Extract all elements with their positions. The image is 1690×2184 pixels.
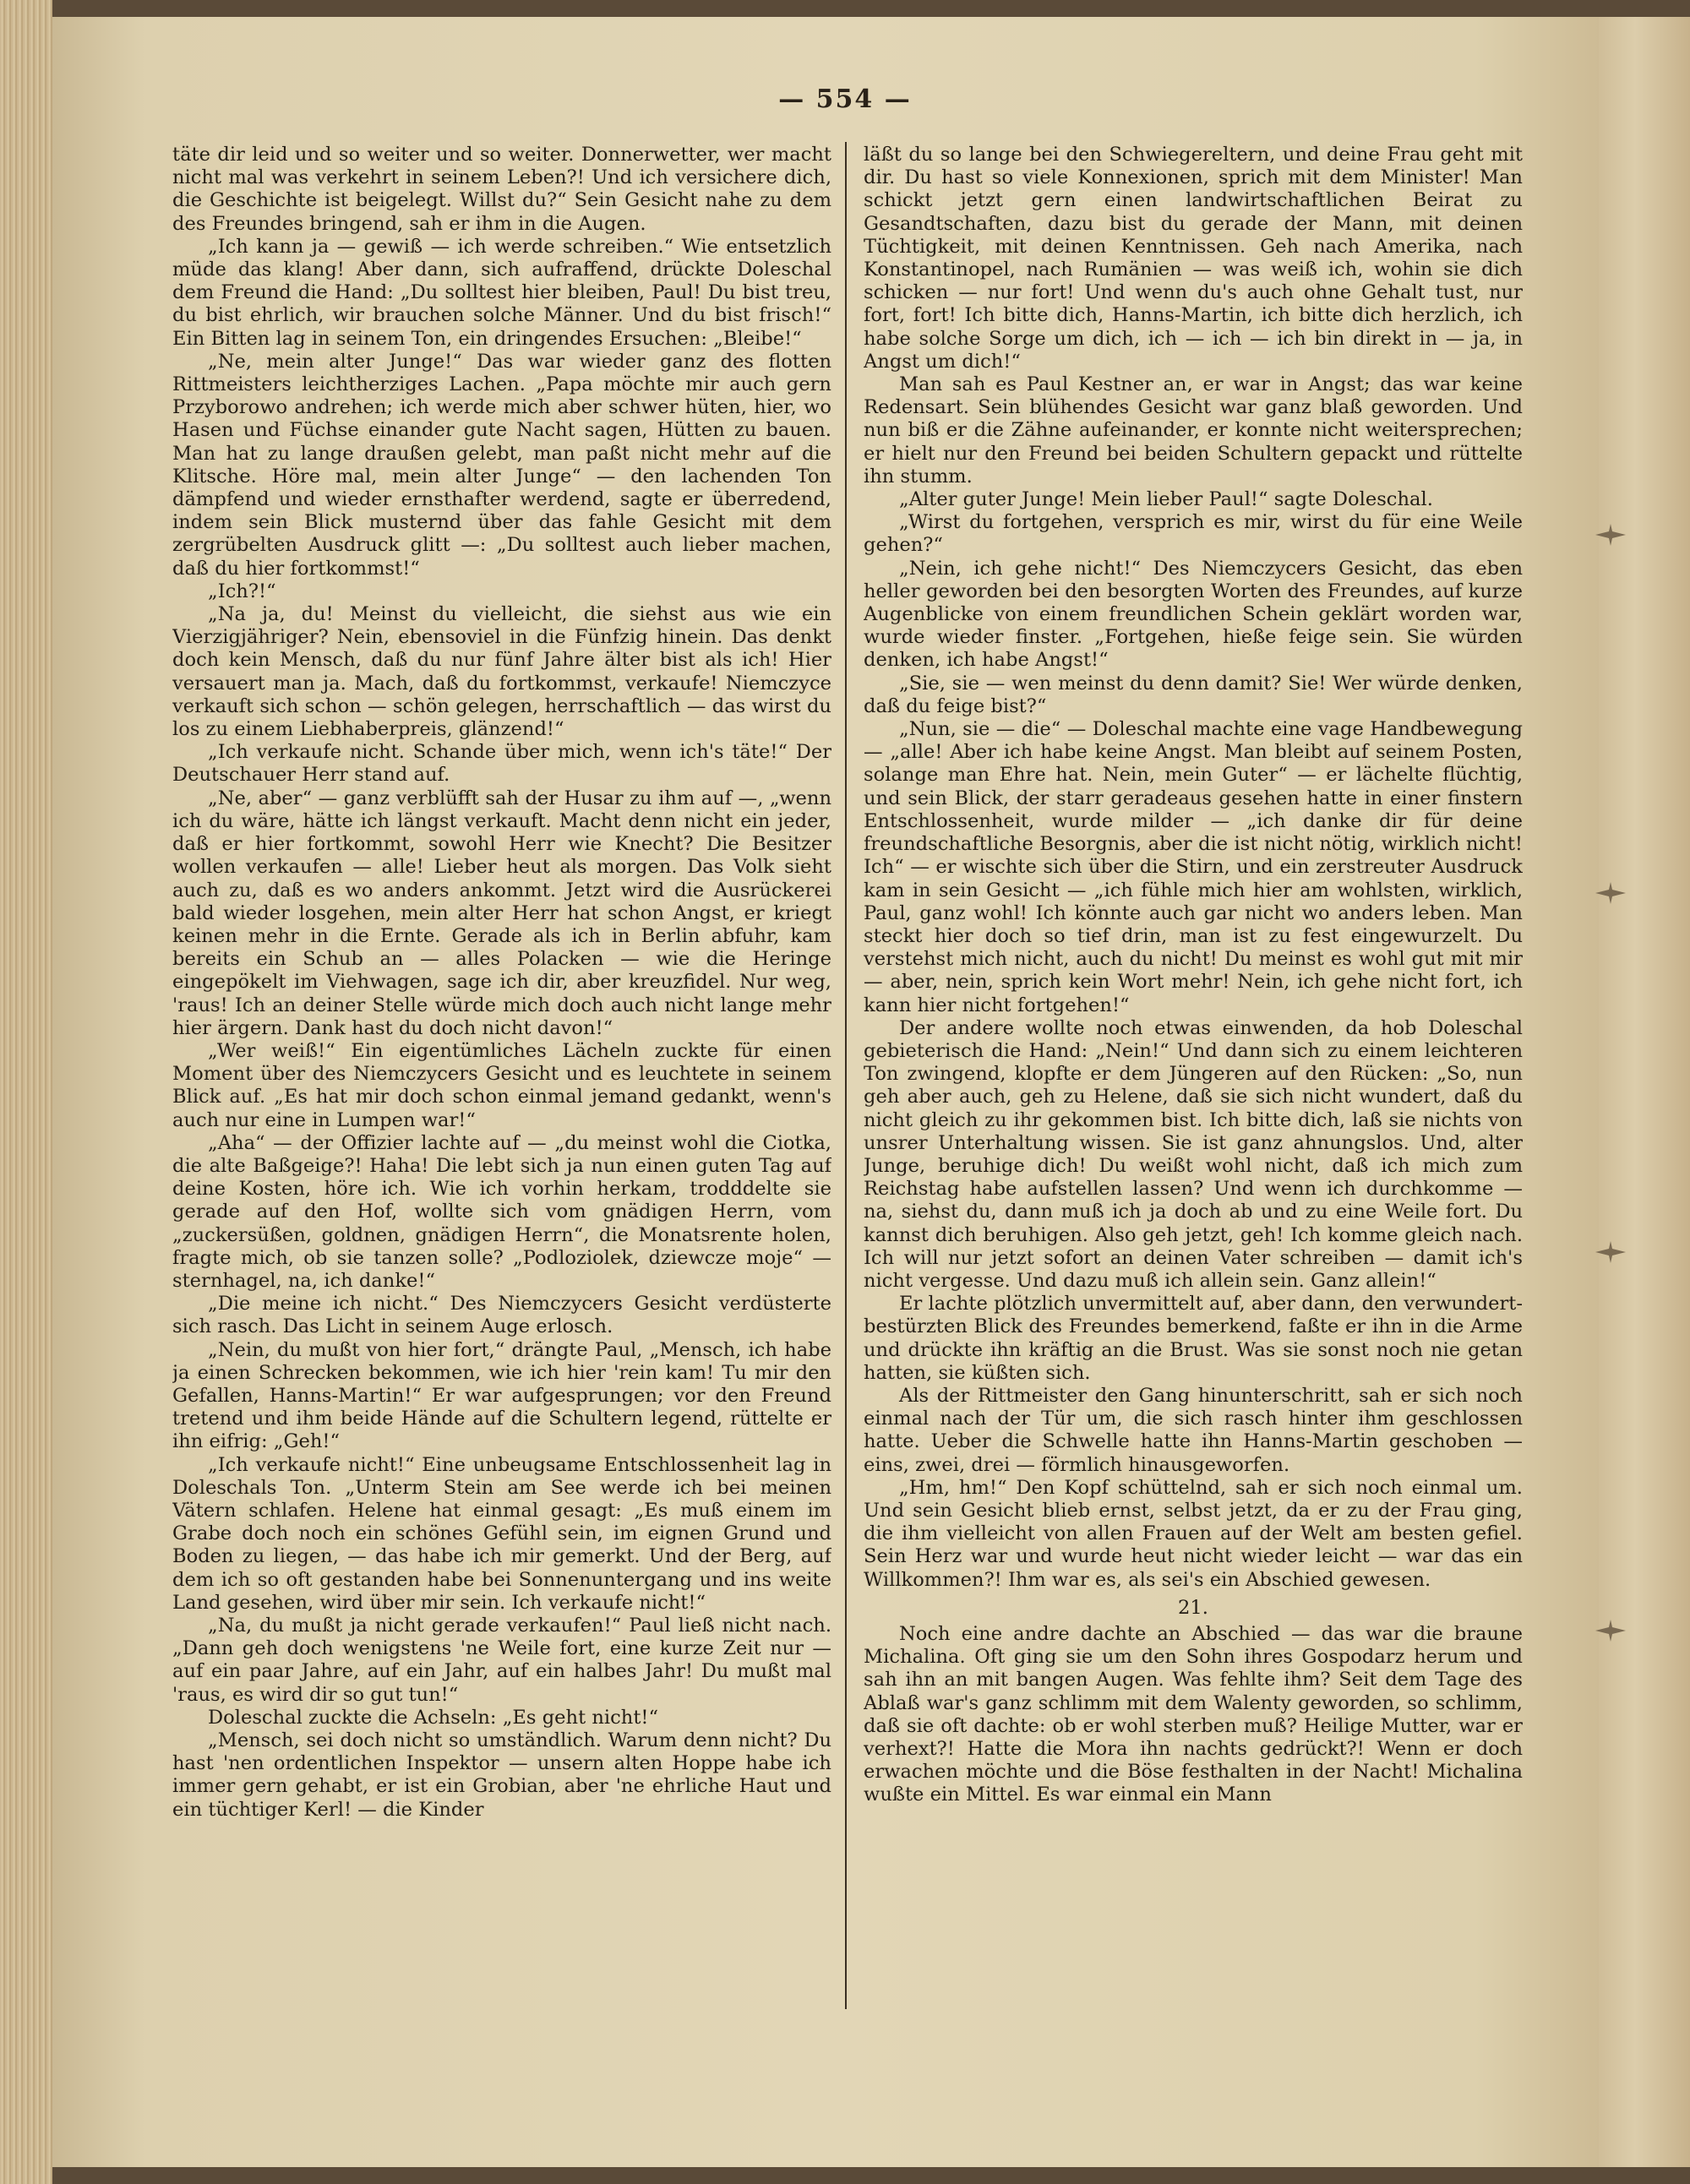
paragraph: „Wer weiß!“ Ein eigentümliches Lächeln zuckte für einen Moment über des Niemczycers Gesicht und es leuchtete in seinem Blick auf. „Es hat mir doch schon einmal jemand gedankt, wenn's auch nur eine in Lumpen war!“ <box>172 1039 831 1131</box>
column-divider <box>845 142 847 2009</box>
paragraph: „Nun, sie — die“ — Doleschal machte eine vage Handbewegung — „alle! Aber ich habe keine Angst. Man bleibt auf seinem Posten, solange man Ehre hat. Nein, mein Guter“ — er lächelte flüchtig, und sein Blick, der starr geradeaus gesehen hatte in einer finstern Entschlossenheit, wurde milder — „ich danke dir für deine freundschaftliche Besorgnis, aber die ist nicht nötig, wirklich nicht! Ich“ — er wischte sich über die Stirn, und ein zerstreuter Ausdruck kam in sein Gesicht — „ich fühle mich hier am wohlsten, wirklich, Paul, ganz wohl! Ich könnte auch gar nicht wo anders leben. Man steckt hier doch so tief drin, man ist zu fest eingewurzelt. Du verstehst mich nicht, auch du nicht! Du meinst es wohl gut mit mir — aber, nein, sprich kein Wort mehr! Nein, ich gehe nicht fort, ich kann hier nicht fortgehen!“ <box>864 718 1523 1016</box>
chapter-number: 21. <box>1178 1596 1208 1619</box>
paragraph: Er lachte plötzlich unvermittelt auf, aber dann, den verwundert-bestürzten Blick des Freundes bemerkend, faßte er ihn in die Arme und drückte ihn kräftig an die Brust. Was sie sonst noch nie getan hatten, sie küßten sich. <box>864 1293 1523 1384</box>
paragraph: „Nein, du mußt von hier fort,“ drängte Paul, „Mensch, ich habe ja einen Schrecken bekommen, wie ich hier 'rein kam! Tu mir den Gefallen, Hanns-Martin!“ Er war aufgesprungen; vor den Freund tretend und ihm beide Hände auf die Schultern legend, rüttelte er ihn eifrig: „Geh!“ <box>172 1338 831 1453</box>
right-text-column <box>864 144 1523 2011</box>
book-right-edge <box>1599 17 1690 2167</box>
paragraph: „Na, du mußt ja nicht gerade verkaufen!“ Paul ließ nicht nach. „Dann geh doch wenigstens 'ne Weile fort, eine kurze Zeit nur — auf ein paar Jahre, auf ein Jahr, auf ein halbes Jahr! Du mußt mal 'raus, es wird dir so gut tun!“ <box>172 1615 831 1706</box>
paragraph: Als der Rittmeister den Gang hinunterschritt, sah er sich noch einmal nach der Tür um, die sich rasch hinter ihm geschlossen hatte. Ueber die Schwelle hatte ihn Hanns-Martin geschoben — eins, zwei, drei — förmlich hinausgeworfen. <box>864 1384 1523 1476</box>
paragraph: täte dir leid und so weiter und so weiter. Donnerwetter, wer macht nicht mal was verkehrt in seinem Leben?! Und ich versichere dich, die Geschichte ist beigelegt. Willst du?“ Sein Gesicht nahe zu dem des Freundes bringend, sah er ihm in die Augen. <box>172 144 831 235</box>
book-page-stack-edge <box>0 0 52 2184</box>
paragraph: Noch eine andre dachte an Abschied — das war die braune Michalina. Oft ging sie um den Sohn ihres Gospodarz herum und sah ihn an mit bangen Augen. Was fehlte ihm? Seit dem Tage des Ablaß war's ganz schlimm mit dem Walenty geworden, so schlimm, daß sie oft dachte: ob er wohl sterben muß? Heilige Mutter, war er verhext?! Hatte die Mora ihn nachts gedrückt?! Wenn er doch erwachen möchte und die Böse festhalten in der Nacht! Michalina wußte ein Mittel. Es war einmal ein Mann <box>864 1623 1523 1806</box>
paragraph: „Mensch, sei doch nicht so umständlich. Warum denn nicht? Du hast 'nen ordentlichen Inspektor — unsern alten Hoppe habe ich immer gern gehabt, er ist ein Grobian, aber 'ne ehrliche Haut und ein tüchtiger Kerl! — die Kinder <box>172 1729 831 1821</box>
paragraph: „Ich verkaufe nicht!“ Eine unbeugsame Entschlossenheit lag in Doleschals Ton. „Unterm Stein am See werde ich bei meinen Vätern schlafen. Helene hat einmal gesagt: „Es muß einem im Grabe doch noch ein schönes Gefühl sein, im eignen Grund und Boden zu liegen, — das habe ich mir gemerkt. Und der Berg, auf dem ich so oft gestanden habe bei Sonnenuntergang und ins weite Land gesehen, wird über mir sein. Ich verkaufe nicht!“ <box>172 1453 831 1614</box>
paragraph: „Ich kann ja — gewiß — ich werde schreiben.“ Wie entsetzlich müde das klang! Aber dann, sich aufraffend, drückte Doleschal dem Freund die Hand: „Du solltest hier bleiben, Paul! Du bist treu, du bist ehrlich, wir brauchen solche Männer. Und du bist frisch!“ Ein Bitten lag in seinem Ton, ein dringendes Ersuchen: „Bleibe!“ <box>172 235 831 350</box>
page-number: — 554 — <box>778 84 912 114</box>
paragraph: „Hm, hm!“ Den Kopf schüttelnd, sah er sich noch einmal um. Und sein Gesicht blieb ernst, selbst jetzt, da er zu der Frau ging, die ihm vielleicht von allen Frauen auf der Welt am besten gefiel. Sein Herz war und wurde heut nicht wieder leicht — war das ein Willkommen?! Ihm war es, als sei's ein Abschied gewesen. <box>864 1476 1523 1591</box>
paragraph: läßt du so lange bei den Schwiegereltern, und deine Frau geht mit dir. Du hast so viele Konnexionen, sprich mit dem Minister! Man schickt jetzt gern einen landwirtschaftlichen Beirat zu Gesandtschaften, dazu bist du gerade der Mann, mit deinen Tüchtigkeit, mit deinen Kenntnissen. Geh nach Amerika, nach Konstantinopel, nach Rumänien — was weiß ich, wohin sie dich schicken — nur fort! Und wenn du's auch ohne Gehalt tust, nur fort, fort! Ich bitte dich, Hanns-Martin, ich bitte dich herzlich, ich habe solche Sorge um dich, ich — ich — ich bin direkt in — ja, in Angst um dich!“ <box>864 144 1523 373</box>
paragraph: „Ne, mein alter Junge!“ Das war wieder ganz des flotten Rittmeisters leichtherziges Lachen. „Papa möchte mir auch gern Przyborowo andrehen; ich werde mich aber schwer hüten, hier, wo Hasen und Füchse einander gute Nacht sagen, Hütten zu bauen. Man hat zu lange draußen gelebt, man paßt nicht mehr auf die Klitsche. Höre mal, mein alter Junge“ — den lachenden Ton dämpfend und wieder ernsthafter werdend, sagte er überredend, indem sein Blick musternd über das fahle Gesicht mit dem zergrübelten Ausdruck glitt —: „Du solltest auch lieber machen, daß du hier fortkommst!“ <box>172 350 831 580</box>
left-text-column <box>172 144 831 2011</box>
paragraph: Der andere wollte noch etwas einwenden, da hob Doleschal gebieterisch die Hand: „Nein!“ Und dann sich zu einem leichteren Ton zwingend, klopfte er dem Jüngeren auf den Rücken: „So, nun geh aber auch, geh zu Helene, daß sie sich nicht wundert, daß du nicht gleich zu ihr gekommen bist. Ich bitte dich, laß sie nichts von unsrer Unterhaltung wissen. Sie ist ganz ahnungslos. Und, alter Junge, beruhige dich! Du weißt wohl nicht, daß ich mich zum Reichstag habe aufstellen lassen? Und wenn ich durchkomme — na, siehst du, dann muß ich ja doch ab und zu eine Weile fort. Du kannst dich beruhigen. Also geh jetzt, geh! Ich komme gleich nach. Ich will nur jetzt sofort an deinen Vater schreiben — damit ich's nicht vergesse. Und dazu muß ich allein sein. Ganz allein!“ <box>864 1016 1523 1292</box>
paragraph: „Sie, sie — wen meinst du denn damit? Sie! Wer würde denken, daß du feige bist?“ <box>864 672 1523 717</box>
margin-clip-icon <box>1594 1618 1627 1643</box>
paragraph: „Die meine ich nicht.“ Des Niemczycers Gesicht verdüsterte sich rasch. Das Licht in seinem Auge erlosch. <box>172 1293 831 1338</box>
paragraph: „Ich?!“ <box>208 580 276 602</box>
paragraph: Man sah es Paul Kestner an, er war in Angst; das war keine Redensart. Sein blühendes Gesicht war ganz blaß geworden. Und nun biß er die Zähne aufeinander, er konnte nicht weitersprechen; er hielt nur den Freund bei beiden Schultern gepackt und rüttelte ihn stumm. <box>864 373 1523 487</box>
paragraph: „Nein, ich gehe nicht!“ Des Niemczycers Gesicht, das eben heller geworden bei den besorgten Worten des Freundes, auf kurze Augenblicke von einem freundlichen Schein geklärt worden war, wurde wieder finster. „Fortgehen, hieße feige sein. Sie würden denken, ich habe Angst!“ <box>864 557 1523 672</box>
paragraph: „Alter guter Junge! Mein lieber Paul!“ sagte Doleschal. <box>899 488 1433 511</box>
paragraph: Doleschal zuckte die Achseln: „Es geht nicht!“ <box>208 1706 659 1729</box>
paragraph: „Aha“ — der Offizier lachte auf — „du meinst wohl die Ciotka, die alte Baßgeige?! Haha! Die lebt sich ja nun einen guten Tag auf deine Kosten, höre ich. Wie ich vorhin herkam, trodddelte sie gerade auf den Hof, wollte sich vom gnädigen Herrn, vom „zuckersüßen, goldnen, gnädigen Herrn“, die Monatsrente holen, fragte mich, ob sie tanzen solle? „Podloziolek, dziewcze moje“ — sternhagel, na, ich danke!“ <box>172 1131 831 1292</box>
paragraph: „Na ja, du! Meinst du vielleicht, die siehst aus wie ein Vierzigjähriger? Nein, ebensoviel in die Fünfzig hinein. Das denkt doch kein Mensch, daß du nur fünf Jahre älter bist als ich! Hier versauert man ja. Mach, daß du fortkommst, verkaufe! Niemczyce verkauft sich schon — schön gelegen, herrschaftlich — das wirst du los zu einem Liebhaberpreis, glänzend!“ <box>172 603 831 741</box>
paragraph: „Ich verkaufe nicht. Schande über mich, wenn ich's täte!“ Der Deutschauer Herr stand auf. <box>172 741 831 787</box>
margin-clip-icon <box>1594 1239 1627 1265</box>
margin-clip-icon <box>1594 522 1627 547</box>
paragraph: „Ne, aber“ — ganz verblüfft sah der Husar zu ihm auf —, „wenn ich du wäre, hätte ich längst verkauft. Macht denn nicht ein jeder, daß er hier fortkommt, sowohl Herr wie Knecht? Die Besitzer wollen verkaufen — alle! Lieber heut als morgen. Das Volk sieht auch zu, daß es wo anders ankommt. Jetzt wird die Ausrückerei bald wieder losgehen, mein alter Herr hat schon Angst, er kriegt keinen mehr in die Ernte. Gerade als ich in Berlin abfuhr, kam bereits ein Schub an — alles Polacken — wie die Heringe eingepökelt im Viehwagen, sage ich dir, aber kreuzfidel. Nur weg, 'raus! Ich an deiner Stelle würde mich doch auch nicht lange mehr hier ärgern. Dank hast du doch nicht davon!“ <box>172 787 831 1039</box>
margin-clip-icon <box>1594 880 1627 906</box>
paragraph: „Wirst du fortgehen, versprich es mir, wirst du für eine Weile gehen?“ <box>864 511 1523 557</box>
